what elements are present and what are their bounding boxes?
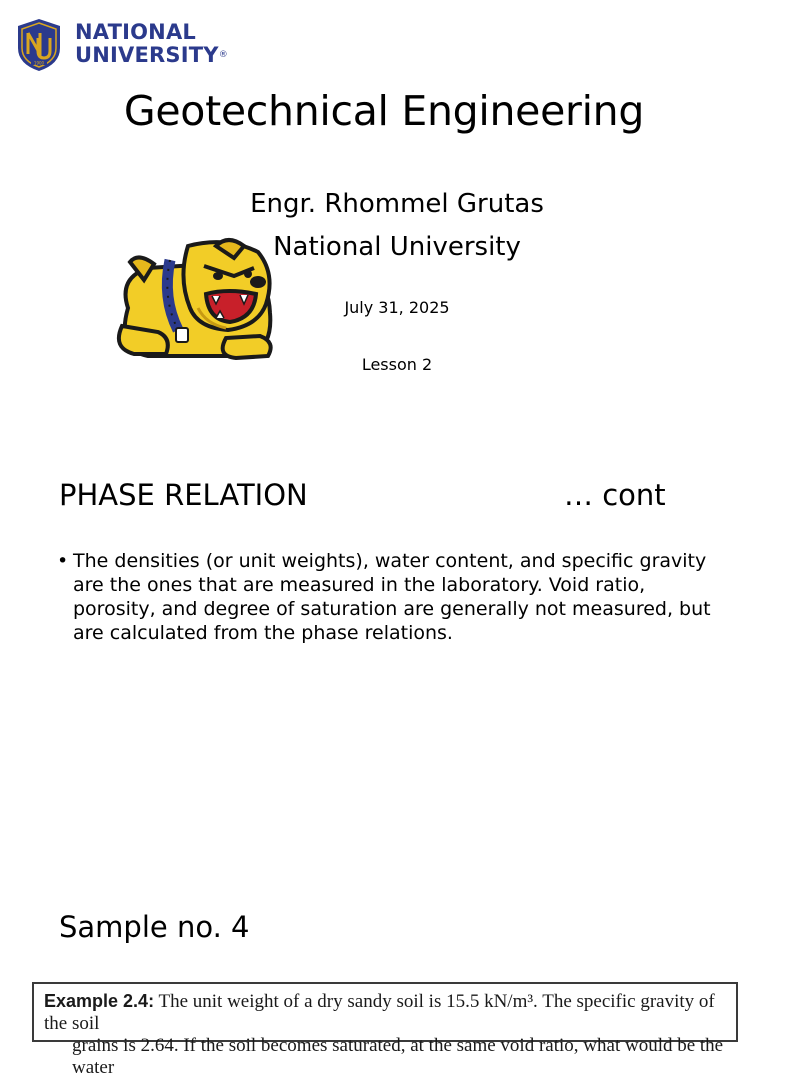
presentation-date: July 31, 2025 bbox=[344, 298, 450, 317]
example-box bbox=[32, 982, 738, 1078]
example-label: Example 2.4: bbox=[44, 991, 155, 1011]
section-heading: PHASE RELATION bbox=[59, 478, 308, 512]
nu-seal-icon bbox=[16, 18, 62, 72]
presentation-title: Geotechnical Engineering bbox=[123, 87, 645, 135]
bullet-icon: • bbox=[57, 550, 69, 572]
author-name: Engr. Rhommel Grutas bbox=[250, 189, 544, 219]
bullet-point bbox=[57, 549, 727, 645]
university-logo-text bbox=[75, 21, 228, 67]
continued-label: … cont bbox=[564, 478, 666, 512]
example-text bbox=[44, 990, 734, 1079]
bullet-text: The densities (or unit weights), water content, and specific gravity are the ones that are measured in the laboratory. Void ratio, porosity, and degree of saturation are generally not measured, but are calculated from the phase relations. bbox=[73, 550, 711, 644]
logo-line-1: NATIONAL bbox=[75, 20, 196, 44]
logo-line-2: UNIVERSITY® bbox=[75, 43, 228, 67]
example-line-1: The unit weight of a dry sandy soil is 15.5 kN/m³. The specific gravity of the soil bbox=[44, 991, 715, 1034]
sample-heading: Sample no. 4 bbox=[59, 910, 250, 944]
lesson-label: Lesson 2 bbox=[361, 355, 433, 374]
author-affiliation: National University bbox=[273, 232, 521, 262]
seal-year: 1900 bbox=[33, 60, 45, 66]
trademark-symbol: ® bbox=[218, 50, 228, 60]
example-line-2: grains is 2.64. If the soil becomes saturated, at the same void ratio, what would be the water bbox=[72, 1035, 724, 1078]
bulldog-mascot-icon bbox=[108, 238, 278, 362]
